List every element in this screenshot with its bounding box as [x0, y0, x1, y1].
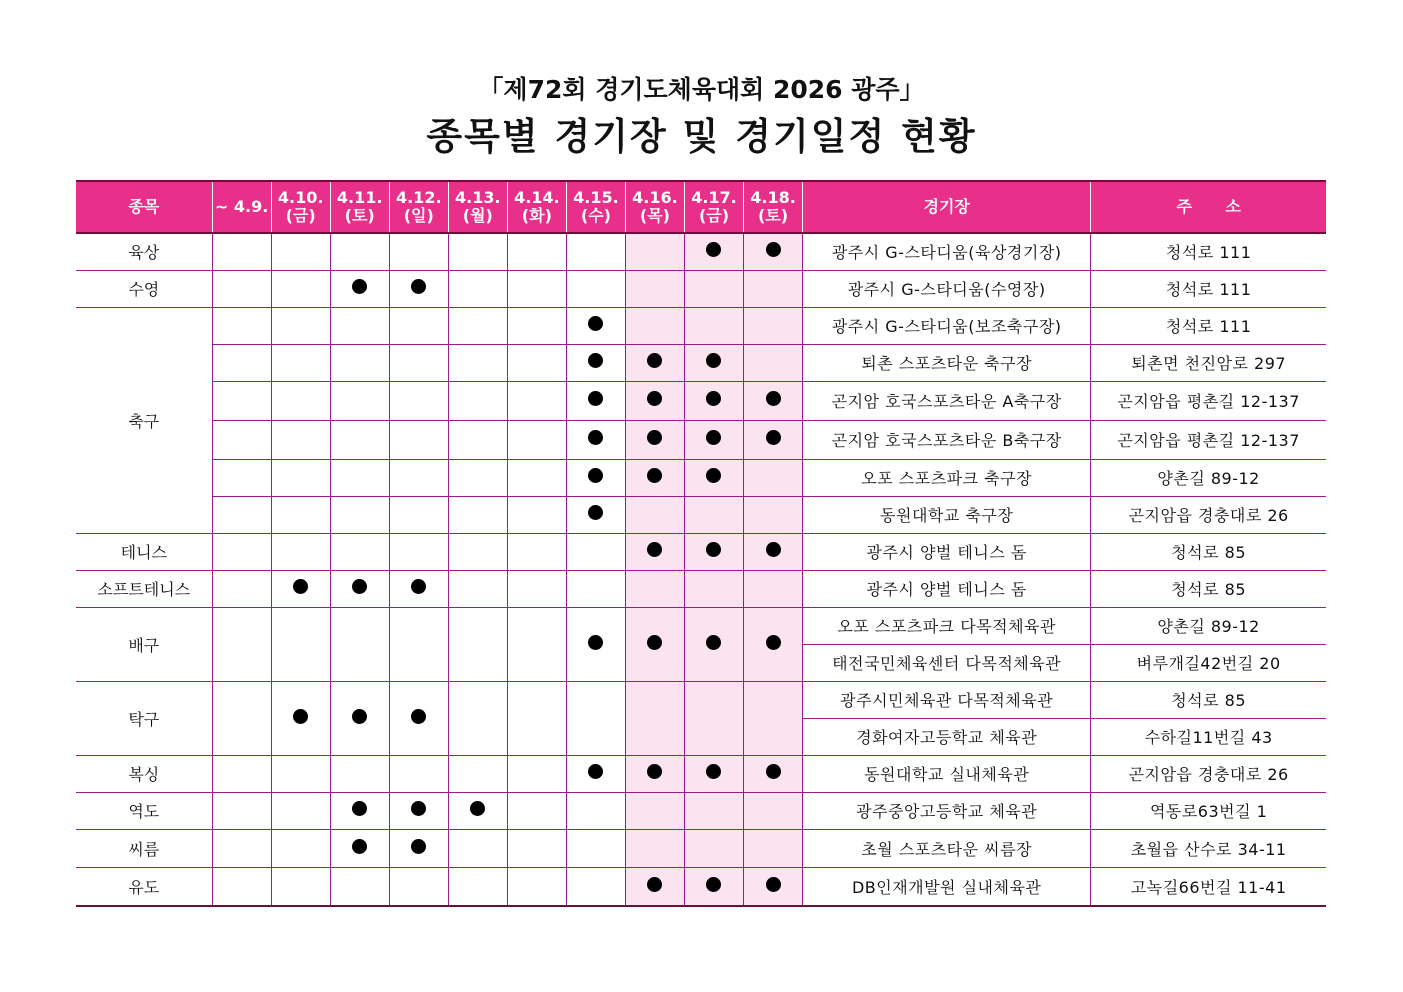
address-cell: 청석로 111 [1091, 307, 1326, 344]
date-cell [330, 344, 389, 381]
venue-cell: 곤지암 호국스포츠타운 B축구장 [803, 420, 1091, 459]
date-cell [566, 829, 625, 867]
address-cell: 벼루개길42번길 20 [1091, 644, 1326, 681]
address-cell: 청석로 85 [1091, 533, 1326, 570]
date-cell [684, 233, 743, 270]
table-row [76, 867, 1326, 906]
date-cell [389, 755, 448, 792]
date-cell [271, 344, 330, 381]
filled-circle-icon [706, 764, 721, 779]
date-cell [566, 233, 625, 270]
table-row [76, 533, 1326, 570]
date-cell [448, 233, 507, 270]
date-cell [330, 381, 389, 420]
date-cell [330, 607, 389, 681]
header-row [76, 181, 1326, 233]
header-date-0417: 4.17. (금) [684, 181, 743, 233]
date-cell [448, 270, 507, 307]
date-cell [744, 867, 803, 906]
date-cell [448, 420, 507, 459]
date-cell [744, 381, 803, 420]
filled-circle-icon [588, 316, 603, 331]
date-cell [448, 829, 507, 867]
table-row [76, 420, 1326, 459]
date-cell [330, 459, 389, 496]
date-cell [271, 681, 330, 755]
filled-circle-icon [647, 391, 662, 406]
date-cell [271, 867, 330, 906]
filled-circle-icon [411, 709, 426, 724]
table-row [76, 233, 1326, 270]
date-cell [389, 420, 448, 459]
date-cell [507, 570, 566, 607]
date-cell [507, 496, 566, 533]
filled-circle-icon [706, 242, 721, 257]
date-cell [744, 570, 803, 607]
sport-cell: 배구 [76, 607, 212, 681]
date-cell [625, 829, 684, 867]
table-row [76, 755, 1326, 792]
date-cell [625, 420, 684, 459]
filled-circle-icon [411, 579, 426, 594]
date-cell [684, 533, 743, 570]
date-cell [271, 792, 330, 829]
venue-cell: 곤지암 호국스포츠타운 A축구장 [803, 381, 1091, 420]
date-cell [389, 344, 448, 381]
date-cell [330, 867, 389, 906]
date-cell [330, 792, 389, 829]
date-cell [684, 570, 743, 607]
header-address: 주 소 [1091, 181, 1326, 233]
sport-cell: 테니스 [76, 533, 212, 570]
filled-circle-icon [766, 430, 781, 445]
filled-circle-icon [647, 877, 662, 892]
filled-circle-icon [588, 468, 603, 483]
date-cell [212, 755, 271, 792]
filled-circle-icon [706, 353, 721, 368]
date-cell [389, 607, 448, 681]
date-cell [684, 867, 743, 906]
date-cell [507, 681, 566, 755]
date-cell [566, 344, 625, 381]
table-row [76, 307, 1326, 344]
date-cell [389, 459, 448, 496]
date-cell [566, 607, 625, 681]
filled-circle-icon [766, 635, 781, 650]
date-cell [389, 307, 448, 344]
date-cell [625, 755, 684, 792]
filled-circle-icon [411, 279, 426, 294]
header-venue: 경기장 [803, 181, 1091, 233]
filled-circle-icon [766, 542, 781, 557]
date-cell [389, 533, 448, 570]
page-subtitle: 「제72회 경기도체육대회 2026 광주」 [478, 75, 925, 104]
date-cell [448, 459, 507, 496]
venue-cell: 태전국민체육센터 다목적체육관 [803, 644, 1091, 681]
header-date-before: ~ 4.9. [212, 181, 271, 233]
date-cell [566, 533, 625, 570]
venue-cell: 오포 스포츠파크 축구장 [803, 459, 1091, 496]
date-cell [566, 420, 625, 459]
date-cell [507, 755, 566, 792]
date-cell [684, 381, 743, 420]
date-cell [212, 459, 271, 496]
venue-cell: 오포 스포츠파크 다목적체육관 [803, 607, 1091, 644]
date-cell [330, 681, 389, 755]
venue-cell: 광주중앙고등학교 체육관 [803, 792, 1091, 829]
address-cell: 곤지암읍 평촌길 12-137 [1091, 420, 1326, 459]
venue-cell: 퇴촌 스포츠타운 축구장 [803, 344, 1091, 381]
address-cell: 수하길11번길 43 [1091, 718, 1326, 755]
date-cell [448, 607, 507, 681]
date-cell [330, 533, 389, 570]
date-cell [389, 381, 448, 420]
date-cell [330, 829, 389, 867]
header-date-0412: 4.12. (일) [389, 181, 448, 233]
address-cell: 곤지암읍 경충대로 26 [1091, 496, 1326, 533]
venue-cell: 광주시 양벌 테니스 돔 [803, 533, 1091, 570]
header-date-0414: 4.14. (화) [507, 181, 566, 233]
filled-circle-icon [766, 242, 781, 257]
address-cell: 퇴촌면 천진암로 297 [1091, 344, 1326, 381]
date-cell [507, 344, 566, 381]
date-cell [389, 233, 448, 270]
date-cell [212, 570, 271, 607]
address-cell: 청석로 111 [1091, 270, 1326, 307]
sport-cell: 씨름 [76, 829, 212, 867]
date-cell [566, 570, 625, 607]
table-row [76, 459, 1326, 496]
filled-circle-icon [706, 391, 721, 406]
date-cell [212, 270, 271, 307]
filled-circle-icon [766, 877, 781, 892]
date-cell [389, 270, 448, 307]
date-cell [625, 496, 684, 533]
date-cell [448, 533, 507, 570]
filled-circle-icon [352, 579, 367, 594]
venue-cell: 광주시 G-스타디움(보조축구장) [803, 307, 1091, 344]
venue-cell: 광주시민체육관 다목적체육관 [803, 681, 1091, 718]
date-cell [212, 867, 271, 906]
date-cell [684, 829, 743, 867]
sport-cell: 축구 [76, 307, 212, 533]
date-cell [625, 681, 684, 755]
date-cell [507, 381, 566, 420]
filled-circle-icon [706, 542, 721, 557]
date-cell [330, 496, 389, 533]
header-date-0415: 4.15. (수) [566, 181, 625, 233]
filled-circle-icon [470, 801, 485, 816]
address-cell: 양촌길 89-12 [1091, 459, 1326, 496]
date-cell [212, 533, 271, 570]
filled-circle-icon [647, 635, 662, 650]
date-cell [212, 344, 271, 381]
address-cell: 청석로 85 [1091, 681, 1326, 718]
date-cell [330, 570, 389, 607]
filled-circle-icon [647, 430, 662, 445]
date-cell [684, 459, 743, 496]
table-row [76, 792, 1326, 829]
filled-circle-icon [706, 635, 721, 650]
header-sport: 종목 [76, 181, 212, 233]
date-cell [212, 381, 271, 420]
filled-circle-icon [411, 839, 426, 854]
date-cell [625, 307, 684, 344]
date-cell [566, 681, 625, 755]
date-cell [507, 307, 566, 344]
date-cell [389, 867, 448, 906]
date-cell [507, 533, 566, 570]
filled-circle-icon [588, 635, 603, 650]
date-cell [744, 533, 803, 570]
sport-cell: 역도 [76, 792, 212, 829]
date-cell [389, 792, 448, 829]
date-cell [271, 607, 330, 681]
filled-circle-icon [352, 279, 367, 294]
date-cell [212, 307, 271, 344]
filled-circle-icon [588, 764, 603, 779]
date-cell [744, 459, 803, 496]
venue-cell: 동원대학교 축구장 [803, 496, 1091, 533]
date-cell [566, 381, 625, 420]
header-date-0413: 4.13. (월) [448, 181, 507, 233]
date-cell [389, 829, 448, 867]
date-cell [212, 681, 271, 755]
date-cell [684, 755, 743, 792]
date-cell [330, 755, 389, 792]
table-row [76, 681, 1326, 718]
filled-circle-icon [411, 801, 426, 816]
schedule-body [76, 233, 1326, 906]
date-cell [448, 867, 507, 906]
date-cell [212, 496, 271, 533]
date-cell [271, 533, 330, 570]
date-cell [625, 867, 684, 906]
date-cell [448, 755, 507, 792]
filled-circle-icon [706, 468, 721, 483]
date-cell [271, 307, 330, 344]
date-cell [448, 344, 507, 381]
date-cell [271, 496, 330, 533]
header-date-0416: 4.16. (목) [625, 181, 684, 233]
header-date-0411: 4.11. (토) [330, 181, 389, 233]
table-row [76, 270, 1326, 307]
date-cell [684, 607, 743, 681]
date-cell [625, 570, 684, 607]
date-cell [566, 792, 625, 829]
schedule-table [76, 180, 1326, 907]
date-cell [566, 459, 625, 496]
date-cell [566, 755, 625, 792]
date-cell [448, 307, 507, 344]
date-cell [212, 420, 271, 459]
date-cell [566, 270, 625, 307]
date-cell [330, 270, 389, 307]
date-cell [448, 681, 507, 755]
date-cell [744, 607, 803, 681]
date-cell [684, 792, 743, 829]
date-cell [744, 344, 803, 381]
date-cell [212, 829, 271, 867]
date-cell [625, 381, 684, 420]
venue-cell: 광주시 G-스타디움(수영장) [803, 270, 1091, 307]
date-cell [507, 607, 566, 681]
date-cell [684, 681, 743, 755]
date-cell [271, 829, 330, 867]
date-cell [744, 755, 803, 792]
filled-circle-icon [588, 430, 603, 445]
date-cell [448, 381, 507, 420]
filled-circle-icon [588, 505, 603, 520]
sport-cell: 육상 [76, 233, 212, 270]
address-cell: 청석로 85 [1091, 570, 1326, 607]
date-cell [684, 270, 743, 307]
address-cell: 곤지암읍 경충대로 26 [1091, 755, 1326, 792]
filled-circle-icon [647, 542, 662, 557]
date-cell [507, 867, 566, 906]
table-row [76, 381, 1326, 420]
date-cell [507, 829, 566, 867]
sport-cell: 복싱 [76, 755, 212, 792]
date-cell [507, 270, 566, 307]
date-cell [566, 307, 625, 344]
date-cell [271, 270, 330, 307]
date-cell [744, 233, 803, 270]
date-cell [684, 307, 743, 344]
venue-cell: 광주시 양벌 테니스 돔 [803, 570, 1091, 607]
date-cell [271, 381, 330, 420]
date-cell [212, 792, 271, 829]
filled-circle-icon [352, 709, 367, 724]
date-cell [389, 570, 448, 607]
venue-cell: DB인재개발원 실내체육관 [803, 867, 1091, 906]
filled-circle-icon [588, 391, 603, 406]
table-row [76, 344, 1326, 381]
date-cell [684, 420, 743, 459]
date-cell [566, 496, 625, 533]
date-cell [389, 496, 448, 533]
venue-cell: 경화여자고등학교 체육관 [803, 718, 1091, 755]
date-cell [389, 681, 448, 755]
date-cell [448, 570, 507, 607]
date-cell [507, 792, 566, 829]
filled-circle-icon [352, 839, 367, 854]
date-cell [625, 533, 684, 570]
filled-circle-icon [352, 801, 367, 816]
date-cell [507, 420, 566, 459]
table-row [76, 829, 1326, 867]
venue-cell: 초월 스포츠타운 씨름장 [803, 829, 1091, 867]
date-cell [566, 867, 625, 906]
date-cell [744, 270, 803, 307]
address-cell: 초월읍 산수로 34-11 [1091, 829, 1326, 867]
header-date-0418: 4.18. (토) [744, 181, 803, 233]
address-cell: 역동로63번길 1 [1091, 792, 1326, 829]
address-cell: 청석로 111 [1091, 233, 1326, 270]
date-cell [507, 459, 566, 496]
date-cell [271, 755, 330, 792]
venue-cell: 광주시 G-스타디움(육상경기장) [803, 233, 1091, 270]
address-cell: 양촌길 89-12 [1091, 607, 1326, 644]
filled-circle-icon [293, 709, 308, 724]
date-cell [744, 496, 803, 533]
sport-cell: 유도 [76, 867, 212, 906]
date-cell [271, 233, 330, 270]
date-cell [625, 270, 684, 307]
date-cell [744, 829, 803, 867]
date-cell [448, 792, 507, 829]
filled-circle-icon [588, 353, 603, 368]
sport-cell: 탁구 [76, 681, 212, 755]
date-cell [330, 420, 389, 459]
date-cell [271, 420, 330, 459]
date-cell [330, 307, 389, 344]
filled-circle-icon [647, 353, 662, 368]
date-cell [744, 681, 803, 755]
address-cell: 고녹길66번길 11-41 [1091, 867, 1326, 906]
date-cell [625, 792, 684, 829]
date-cell [684, 344, 743, 381]
date-cell [330, 233, 389, 270]
filled-circle-icon [293, 579, 308, 594]
filled-circle-icon [766, 391, 781, 406]
filled-circle-icon [706, 430, 721, 445]
filled-circle-icon [647, 764, 662, 779]
table-row [76, 607, 1326, 644]
date-cell [507, 233, 566, 270]
date-cell [448, 496, 507, 533]
date-cell [271, 459, 330, 496]
date-cell [744, 307, 803, 344]
date-cell [271, 570, 330, 607]
filled-circle-icon [706, 877, 721, 892]
header-date-0410: 4.10. (금) [271, 181, 330, 233]
date-cell [212, 607, 271, 681]
date-cell [684, 496, 743, 533]
date-cell [625, 607, 684, 681]
date-cell [625, 459, 684, 496]
date-cell [744, 792, 803, 829]
page-title: 종목별 경기장 및 경기일정 현황 [426, 115, 977, 158]
date-cell [744, 420, 803, 459]
date-cell [625, 344, 684, 381]
sport-cell: 수영 [76, 270, 212, 307]
filled-circle-icon [766, 764, 781, 779]
filled-circle-icon [647, 468, 662, 483]
venue-cell: 동원대학교 실내체육관 [803, 755, 1091, 792]
address-cell: 곤지암읍 평촌길 12-137 [1091, 381, 1326, 420]
date-cell [625, 233, 684, 270]
table-row [76, 570, 1326, 607]
date-cell [212, 233, 271, 270]
table-row [76, 496, 1326, 533]
sport-cell: 소프트테니스 [76, 570, 212, 607]
